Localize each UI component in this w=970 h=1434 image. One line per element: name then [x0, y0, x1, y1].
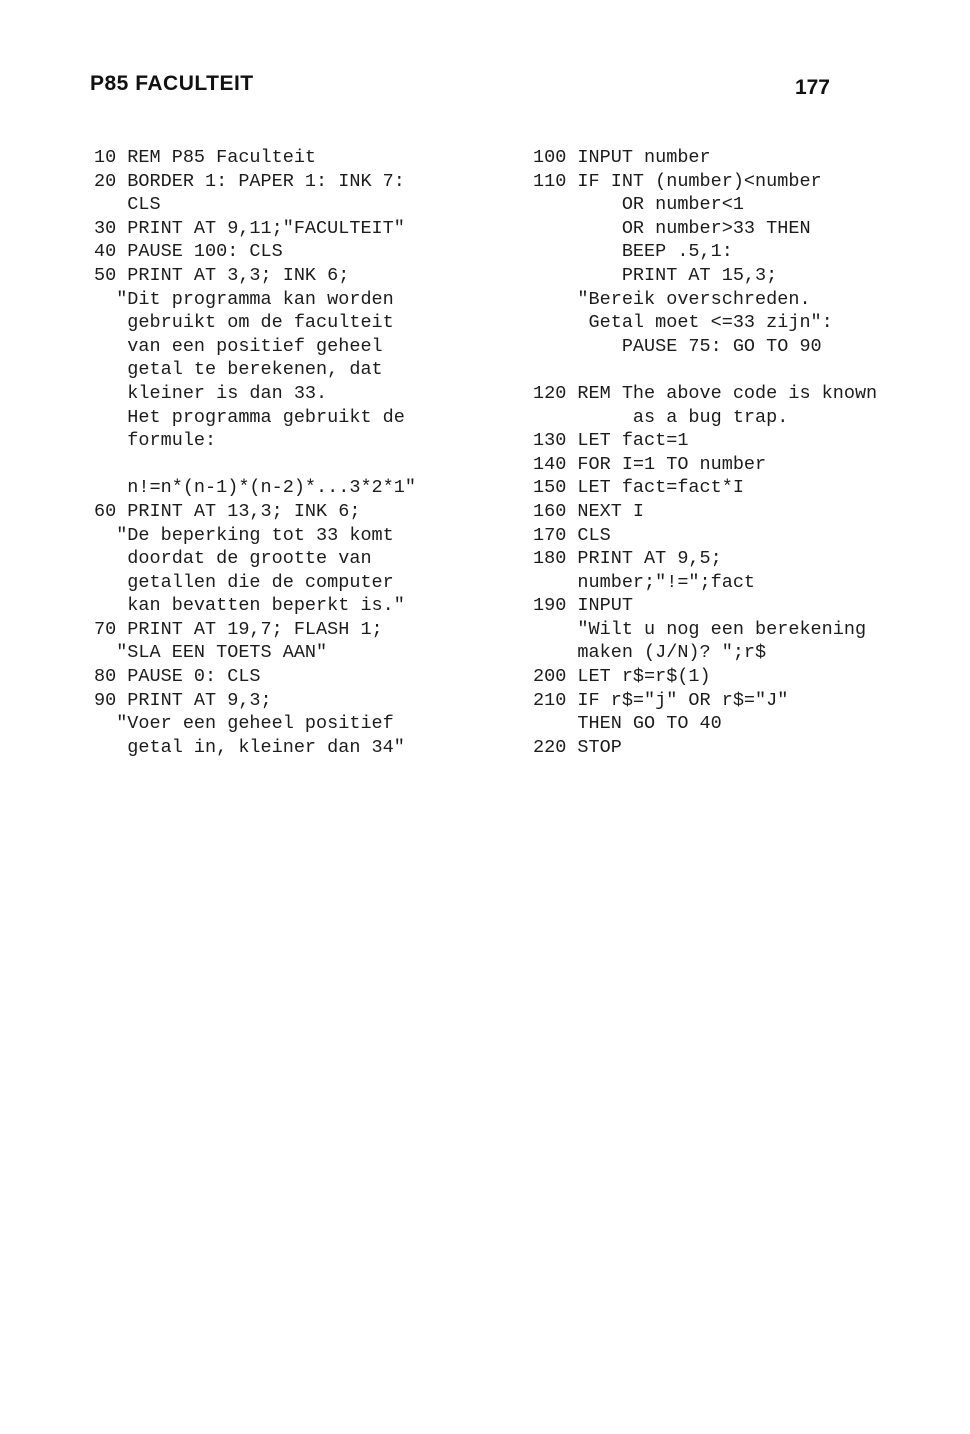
- code-line: "Voer een geheel positief: [94, 713, 394, 735]
- code-line: 180 PRINT AT 9,5;: [533, 548, 722, 570]
- code-line: 70 PRINT AT 19,7; FLASH 1;: [94, 618, 383, 640]
- code-line: 100 INPUT number: [533, 147, 711, 168]
- code-line: 90 PRINT AT 9,3;: [94, 689, 272, 711]
- code-line: Het programma gebruikt de: [94, 406, 405, 428]
- code-line: 110 IF INT (number)<number: [533, 170, 822, 192]
- code-line: van een positief geheel: [94, 335, 383, 357]
- code-line: 190 INPUT: [533, 595, 633, 617]
- code-line: doordat de grootte van: [94, 548, 372, 570]
- code-line: PAUSE 75: GO TO 90: [533, 335, 822, 357]
- code-line: PRINT AT 15,3;: [533, 264, 778, 286]
- code-line: "Wilt u nog een berekening: [533, 618, 867, 640]
- code-listing-left: [94, 146, 504, 759]
- code-line: Getal moet <=33 zijn":: [533, 312, 833, 334]
- code-line: getal te berekenen, dat: [94, 359, 383, 381]
- code-line: 30 PRINT AT 9,11;"FACULTEIT": [94, 217, 405, 239]
- code-line: 20 BORDER 1: PAPER 1: INK 7:: [94, 170, 405, 192]
- page-header: [90, 72, 830, 102]
- code-line: CLS: [94, 194, 161, 216]
- code-line: getallen die de computer: [94, 571, 394, 593]
- code-line: 40 PAUSE 100: CLS: [94, 241, 283, 263]
- code-line: 200 LET r$=r$(1): [533, 666, 711, 688]
- code-line: BEEP .5,1:: [533, 241, 733, 263]
- code-line: 60 PRINT AT 13,3; INK 6;: [94, 500, 361, 522]
- code-line: "Bereik overschreden.: [533, 288, 811, 310]
- code-line: kleiner is dan 33.: [94, 382, 328, 404]
- code-line: 140 FOR I=1 TO number: [533, 453, 767, 475]
- code-line: 220 STOP: [533, 736, 622, 758]
- code-line: THEN GO TO 40: [533, 713, 722, 735]
- code-line: 130 LET fact=1: [533, 430, 689, 452]
- code-line: [533, 358, 943, 382]
- code-line: 50 PRINT AT 3,3; INK 6;: [94, 264, 350, 286]
- code-line: "De beperking tot 33 komt: [94, 524, 394, 546]
- code-line: "SLA EEN TOETS AAN": [94, 642, 328, 664]
- code-line: gebruikt om de faculteit: [94, 312, 394, 334]
- code-line: formule:: [94, 430, 217, 452]
- code-line: getal in, kleiner dan 34": [94, 736, 405, 758]
- code-line: 160 NEXT I: [533, 500, 645, 522]
- code-line: 170 CLS: [533, 524, 611, 546]
- code-line: 10 REM P85 Faculteit: [94, 147, 317, 168]
- code-line: kan bevatten beperkt is.": [94, 595, 405, 617]
- code-line: 80 PAUSE 0: CLS: [94, 666, 261, 688]
- page-number: 177: [794, 76, 830, 99]
- code-line: 120 REM The above code is known: [533, 382, 878, 404]
- code-line: 150 LET fact=fact*I: [533, 477, 744, 499]
- code-line: number;"!=";fact: [533, 571, 756, 593]
- code-line: maken (J/N)? ";r$: [533, 642, 767, 664]
- code-line: [94, 453, 504, 477]
- code-line: 210 IF r$="j" OR r$="J": [533, 689, 789, 711]
- code-listing-right: [533, 146, 943, 759]
- code-line: OR number<1: [533, 194, 744, 216]
- page-title: P85 FACULTEIT: [90, 72, 254, 95]
- code-line: n!=n*(n-1)*(n-2)*...3*2*1": [94, 477, 416, 499]
- code-line: as a bug trap.: [533, 406, 789, 428]
- code-line: "Dit programma kan worden: [94, 288, 394, 310]
- code-line: OR number>33 THEN: [533, 217, 811, 239]
